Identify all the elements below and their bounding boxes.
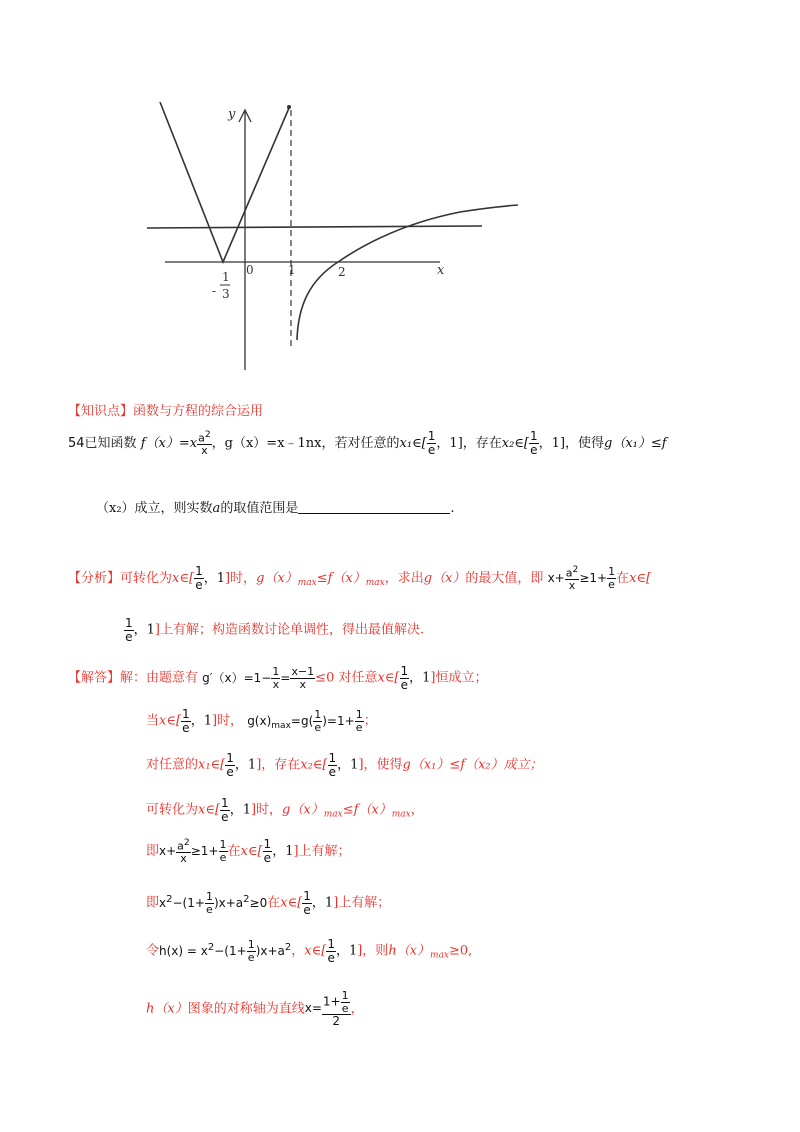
analysis-line-2 — [124, 617, 424, 643]
function-graph — [140, 100, 530, 380]
problem-number: 54 — [68, 435, 85, 451]
problem-frac-1e-a: $\frac{1}{e}$ — [427, 429, 436, 457]
analysis-t2: ]时， — [224, 570, 257, 586]
analysis-x-in: x∈[ — [172, 570, 195, 586]
problem-such-that: ]，使得 — [559, 435, 605, 451]
solution-t1: 解：由题意有 — [120, 670, 199, 686]
neg-third-num: 1 — [222, 270, 230, 284]
sol6-expr: $x^2-(1+$ $\frac{1}{e}$ )$x+a^2\ge 0$ — [159, 890, 268, 916]
solution-line-4: 可转化为x∈[ $\frac{1}{e}$ ，1]时，$g(x)_{max}\le f(x)_{max}$， — [146, 796, 424, 824]
tick-2-label: 2 — [338, 265, 346, 279]
problem-period: . — [450, 501, 455, 516]
sol8-expr: x= 1+ $\frac{1}{e}$ 2 — [304, 989, 349, 1029]
sol4-frac: $\frac{1}{e}$ — [221, 796, 229, 824]
problem-frac: $\frac{a^2}{x}$ — [198, 429, 211, 458]
y-axis-label: y — [228, 107, 236, 122]
analysis-ineq: x+ $\frac{a^2}{x}$ ≥1+ $\frac{1}{e}$ — [547, 564, 616, 593]
problem-a: a — [212, 501, 221, 516]
solution-line-5: 即x+ $\frac{a^2}{x}$ ≥1+ $\frac{1}{e}$ 在x∈[ $\frac{1}{e}$ ，1]上有解； — [146, 837, 351, 866]
solution-label: 【解答】 — [68, 670, 121, 686]
analysis-le: ≤ — [316, 570, 328, 586]
sol7-expr: $h(x) = x^2-(1+$ $\frac{1}{e}$ )$x+a^2$ — [159, 938, 292, 964]
problem-frac-1e-b: $\frac{1}{e}$ — [530, 429, 538, 457]
problem-lead: 已知函数 — [84, 435, 137, 451]
knowledge-label: 【知识点】 — [68, 404, 134, 419]
knowledge-line — [68, 400, 263, 419]
analysis-frac-1e: $\frac{1}{e}$ — [195, 564, 203, 592]
problem-line-2 — [96, 497, 454, 516]
problem-comma-one-b: ，1 — [538, 435, 560, 451]
analysis-max-b: max — [365, 577, 385, 588]
neg-sign-label: - — [212, 284, 217, 298]
analysis-x-in-2: x∈[ — [629, 570, 652, 586]
problem-line-1 — [68, 430, 667, 457]
analysis-label: 【分析】 — [68, 570, 121, 586]
problem-f-def: f（x）=x — [140, 435, 198, 451]
solution-holds: ]恒成立； — [430, 670, 488, 686]
analysis-g-max: g（x） — [256, 570, 298, 586]
solution-line-8: h（x）图象的对称轴为直线x= 1+ $\frac{1}{e}$ 2 ， — [146, 989, 364, 1029]
solution-gprime-expr: g′（x）=1− $\frac{1}{x}$ = $\frac{x-1}{x}$ — [202, 665, 315, 691]
solution-x-in: x∈[ — [377, 670, 400, 686]
origin-label: 0 — [246, 263, 254, 277]
sol3-frac-b: $\frac{1}{e}$ — [328, 751, 337, 779]
analysis-t1: 可转化为 — [120, 570, 173, 586]
analysis-t3: ，求出 — [384, 570, 424, 586]
analysis-t5: 在 — [616, 570, 630, 586]
solution-line-7: 令$h(x) = x^2-(1+$ $\frac{1}{e}$ )$x+a^2$，x∈[ $\frac{1}{e}$ ，1]，则$h(x)_{max}\ge 0$, — [146, 937, 473, 965]
abs-value-curve — [160, 102, 289, 262]
solution-line-2: 当x∈[ $\frac{1}{e}$ ，1]时， $g(x)_{max}=g$( $\frac{1}{e}$ )=1+ $\frac{1}{e}$ ； — [146, 707, 377, 735]
horizontal-line — [147, 226, 482, 228]
analysis-comma-one-b: ，1 — [133, 622, 155, 638]
problem-exists: ]，存在 — [457, 435, 502, 451]
x-axis-label: x — [437, 263, 445, 278]
analysis-max-a: max — [297, 577, 317, 588]
problem-x2-in: x₂∈[ — [501, 435, 530, 451]
sol6-frac: $\frac{1}{e}$ — [303, 889, 311, 917]
problem-g-def: ，g（x）=x﹣1nx，若对任意的 — [211, 435, 400, 451]
analysis-t6: ]上有解；构造函数讨论单调性，得出最值解决. — [154, 622, 425, 638]
log-curve — [297, 205, 518, 340]
analysis-gx: g（x） — [423, 570, 466, 586]
knowledge-text: 函数与方程的综合运用 — [133, 404, 264, 419]
analysis-f-max: f（x） — [327, 570, 366, 586]
answer-blank[interactable] — [298, 501, 450, 514]
endpoint-dot — [287, 105, 291, 109]
sol7-frac: $\frac{1}{e}$ — [327, 937, 335, 965]
sol3-frac-a: $\frac{1}{e}$ — [226, 751, 234, 779]
solution-line-1 — [68, 665, 488, 691]
solution-line-3: 对任意的x₁∈[ $\frac{1}{e}$ ，1]，存在x₂∈[ $\frac{1}{e}$ ，1]，使得g（x₁）≤f（x₂）成立； — [146, 751, 543, 779]
sol5-frac: $\frac{1}{e}$ — [263, 837, 272, 865]
sol5-expr: x+ $\frac{a^2}{x}$ ≥1+ $\frac{1}{e}$ — [159, 837, 227, 866]
neg-third-den: 3 — [222, 287, 230, 301]
problem-line2-start: （x₂）成立，则实数 — [96, 501, 213, 516]
solution-le0: ≤0 对任意 — [315, 670, 378, 686]
analysis-frac-1e-b: $\frac{1}{e}$ — [125, 616, 133, 644]
problem-comma-one-a: ，1 — [436, 435, 458, 451]
tick-1-label: 1 — [288, 263, 296, 277]
sol2-frac-1e: $\frac{1}{e}$ — [182, 707, 190, 735]
problem-x1-in: x₁∈[ — [399, 435, 427, 451]
solution-comma-one: ，1 — [409, 670, 431, 686]
solution-frac-1e: $\frac{1}{e}$ — [400, 664, 409, 692]
problem-g-x1: g（x₁）≤f — [604, 435, 667, 451]
sol2-gmax-expr: $g(x)_{max}=g$( $\frac{1}{e}$ )=1+ $\frac{1}{e}$ — [247, 708, 363, 734]
problem-line2-end: 的取值范围是 — [220, 501, 299, 516]
analysis-t4: 的最大值，即 — [465, 570, 544, 586]
analysis-line-1 — [68, 565, 651, 592]
solution-line-6: 即$x^2-(1+$ $\frac{1}{e}$ )$x+a^2\ge 0$在x∈[ $\frac{1}{e}$ ，1]上有解； — [146, 889, 391, 917]
analysis-comma-one: ，1 — [203, 570, 225, 586]
